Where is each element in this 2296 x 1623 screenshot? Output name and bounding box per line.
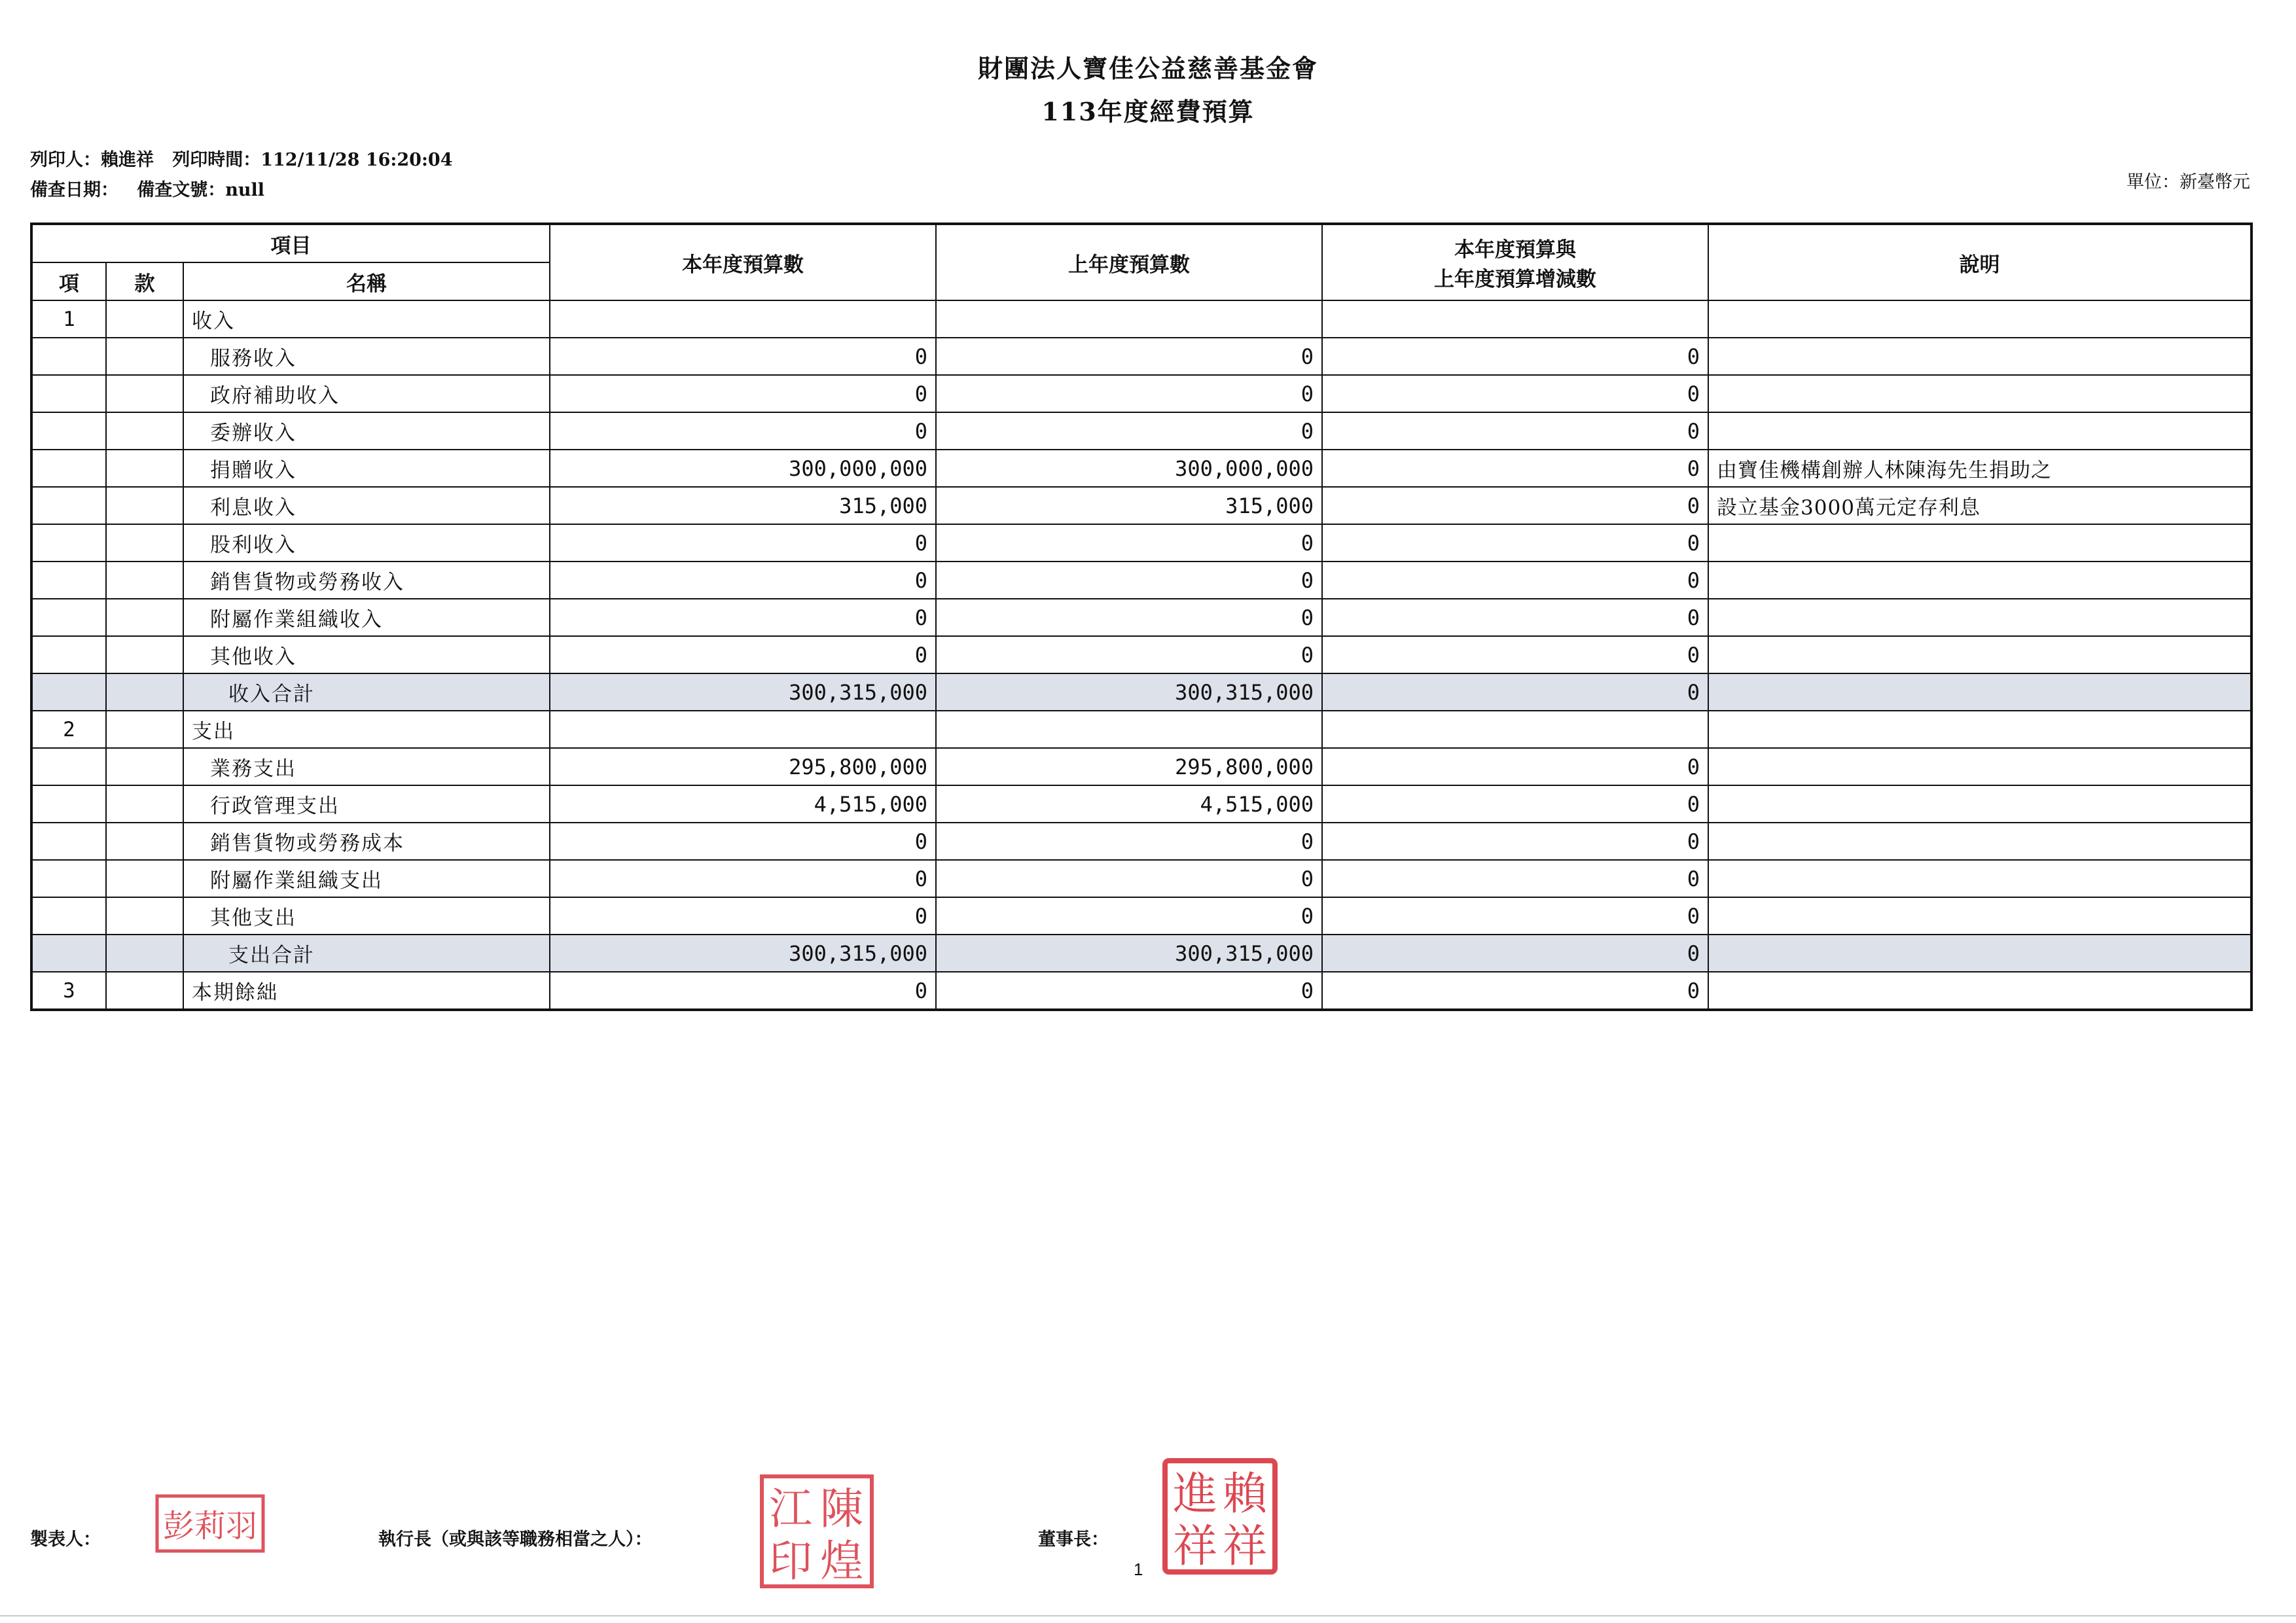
- cell-previous-budget: 0: [936, 897, 1322, 935]
- cell-previous-budget: 4,515,000: [936, 785, 1322, 823]
- table-row: [31, 300, 2251, 338]
- cell-budget-difference: 0: [1322, 673, 1708, 711]
- cell-previous-budget: 0: [936, 375, 1322, 412]
- table-row: [31, 562, 2251, 599]
- cell-kuan: [106, 673, 183, 711]
- cell-kuan: [106, 599, 183, 636]
- cell-note: [1708, 338, 2251, 375]
- document-title: 財團法人寶佳公益慈善基金會: [977, 54, 1318, 83]
- cell-previous-budget: [936, 711, 1322, 748]
- cell-name: 其他收入: [183, 636, 550, 673]
- header-note: 說明: [1708, 224, 2251, 300]
- cell-xiang: [31, 860, 106, 897]
- cell-previous-budget: 0: [936, 412, 1322, 450]
- cell-note: [1708, 636, 2251, 673]
- cell-previous-budget: 300,000,000: [936, 450, 1322, 487]
- svg-text:賴: 賴: [1222, 1469, 1268, 1520]
- table-row: [31, 636, 2251, 673]
- cell-name: 銷售貨物或勞務成本: [183, 823, 550, 860]
- chairman-label: 董事長：: [1038, 1529, 1109, 1550]
- budget-table-body: [31, 300, 2251, 1010]
- cell-name: 支出合計: [183, 935, 550, 972]
- cell-kuan: [106, 562, 183, 599]
- cell-previous-budget: 0: [936, 338, 1322, 375]
- header-budget-difference: 本年度預算與 上年度預算增減數: [1322, 224, 1708, 300]
- cell-note: [1708, 375, 2251, 412]
- filing-info: 備查日期： 備查文號：null: [30, 180, 264, 200]
- print-info: 列印人：賴進祥 列印時間：112/11/28 16:20:04: [30, 150, 453, 170]
- table-row: [31, 972, 2251, 1010]
- cell-xiang: [31, 450, 106, 487]
- cell-budget-difference: 0: [1322, 524, 1708, 562]
- cell-previous-budget: 0: [936, 562, 1322, 599]
- cell-current-budget: 300,000,000: [550, 450, 936, 487]
- cell-name: 委辦收入: [183, 412, 550, 450]
- cell-budget-difference: [1322, 300, 1708, 338]
- cell-current-budget: [550, 300, 936, 338]
- cell-current-budget: 4,515,000: [550, 785, 936, 823]
- svg-text:陳: 陳: [820, 1484, 863, 1534]
- budget-table: [30, 223, 2253, 1011]
- cell-kuan: [106, 636, 183, 673]
- table-row: [31, 785, 2251, 823]
- executive-label: 執行長（或與該等職務相當之人）：: [378, 1529, 653, 1550]
- cell-xiang: 3: [31, 972, 106, 1010]
- table-row: [31, 897, 2251, 935]
- cell-budget-difference: 0: [1322, 785, 1708, 823]
- preparer-label: 製表人：: [30, 1529, 101, 1550]
- cell-current-budget: 0: [550, 562, 936, 599]
- cell-budget-difference: [1322, 711, 1708, 748]
- chairman-seal: [1161, 1457, 1279, 1576]
- cell-current-budget: 0: [550, 823, 936, 860]
- svg-text:祥: 祥: [1172, 1521, 1218, 1573]
- header-kuan: 款: [106, 262, 183, 300]
- cell-name: 銷售貨物或勞務收入: [183, 562, 550, 599]
- cell-xiang: [31, 673, 106, 711]
- cell-previous-budget: 295,800,000: [936, 748, 1322, 785]
- cell-xiang: [31, 562, 106, 599]
- cell-current-budget: 0: [550, 897, 936, 935]
- svg-text:煌: 煌: [820, 1536, 863, 1586]
- table-row: [31, 524, 2251, 562]
- cell-note: 設立基金3000萬元定存利息: [1708, 487, 2251, 524]
- cell-budget-difference: 0: [1322, 338, 1708, 375]
- page-number: 1: [1134, 1560, 1143, 1579]
- filing-number: null: [225, 180, 264, 200]
- table-row: [31, 412, 2251, 450]
- header-xiang: 項: [31, 262, 106, 300]
- table-row: [31, 487, 2251, 524]
- svg-text:進: 進: [1172, 1469, 1218, 1520]
- currency-unit: 單位：新臺幣元: [2126, 172, 2250, 192]
- header-name: 名稱: [183, 262, 550, 300]
- cell-kuan: [106, 338, 183, 375]
- cell-name: 本期餘絀: [183, 972, 550, 1010]
- table-row: [31, 450, 2251, 487]
- cell-budget-difference: 0: [1322, 935, 1708, 972]
- cell-note: [1708, 562, 2251, 599]
- svg-text:印: 印: [769, 1536, 812, 1586]
- cell-kuan: [106, 450, 183, 487]
- cell-xiang: [31, 748, 106, 785]
- cell-name: 收入: [183, 300, 550, 338]
- svg-text:江: 江: [769, 1484, 812, 1534]
- cell-previous-budget: 0: [936, 524, 1322, 562]
- cell-note: [1708, 412, 2251, 450]
- cell-current-budget: [550, 711, 936, 748]
- cell-name: 捐贈收入: [183, 450, 550, 487]
- table-row: [31, 711, 2251, 748]
- cell-note: [1708, 972, 2251, 1010]
- cell-budget-difference: 0: [1322, 748, 1708, 785]
- cell-xiang: 2: [31, 711, 106, 748]
- cell-note: [1708, 599, 2251, 636]
- cell-name: 業務支出: [183, 748, 550, 785]
- cell-xiang: [31, 375, 106, 412]
- cell-note: [1708, 897, 2251, 935]
- cell-budget-difference: 0: [1322, 972, 1708, 1010]
- table-row: [31, 338, 2251, 375]
- header-current-budget: 本年度預算數: [550, 224, 936, 300]
- cell-budget-difference: 0: [1322, 450, 1708, 487]
- cell-previous-budget: 300,315,000: [936, 935, 1322, 972]
- cell-xiang: [31, 785, 106, 823]
- cell-note: [1708, 748, 2251, 785]
- table-row: [31, 599, 2251, 636]
- cell-current-budget: 0: [550, 375, 936, 412]
- cell-current-budget: 300,315,000: [550, 935, 936, 972]
- cell-note: [1708, 711, 2251, 748]
- cell-xiang: [31, 823, 106, 860]
- cell-kuan: [106, 524, 183, 562]
- cell-current-budget: 0: [550, 860, 936, 897]
- cell-previous-budget: 0: [936, 636, 1322, 673]
- cell-kuan: [106, 300, 183, 338]
- cell-note: [1708, 524, 2251, 562]
- cell-note: [1708, 935, 2251, 972]
- cell-name: 附屬作業組織支出: [183, 860, 550, 897]
- cell-budget-difference: 0: [1322, 823, 1708, 860]
- cell-budget-difference: 0: [1322, 562, 1708, 599]
- cell-name: 利息收入: [183, 487, 550, 524]
- cell-current-budget: 295,800,000: [550, 748, 936, 785]
- cell-name: 政府補助收入: [183, 375, 550, 412]
- cell-note: [1708, 823, 2251, 860]
- table-row: [31, 748, 2251, 785]
- header-item-group: 項目: [31, 224, 550, 262]
- cell-name: 支出: [183, 711, 550, 748]
- cell-xiang: [31, 412, 106, 450]
- cell-budget-difference: 0: [1322, 412, 1708, 450]
- cell-current-budget: 300,315,000: [550, 673, 936, 711]
- cell-xiang: [31, 636, 106, 673]
- cell-current-budget: 315,000: [550, 487, 936, 524]
- cell-note: [1708, 785, 2251, 823]
- cell-name: 收入合計: [183, 673, 550, 711]
- cell-note: [1708, 860, 2251, 897]
- cell-kuan: [106, 375, 183, 412]
- cell-budget-difference: 0: [1322, 375, 1708, 412]
- cell-kuan: [106, 487, 183, 524]
- cell-kuan: [106, 711, 183, 748]
- svg-text:彭莉羽: 彭莉羽: [162, 1508, 258, 1544]
- cell-note: 由寶佳機構創辦人林陳海先生捐助之: [1708, 450, 2251, 487]
- cell-current-budget: 0: [550, 636, 936, 673]
- table-total-row: [31, 935, 2251, 972]
- cell-note: [1708, 673, 2251, 711]
- table-row: [31, 823, 2251, 860]
- cell-current-budget: 0: [550, 412, 936, 450]
- print-time: 112/11/28 16:20:04: [260, 150, 453, 170]
- document-subtitle: 113年度經費預算: [1041, 97, 1255, 126]
- table-row: [31, 860, 2251, 897]
- cell-budget-difference: 0: [1322, 860, 1708, 897]
- table-row: [31, 375, 2251, 412]
- cell-name: 行政管理支出: [183, 785, 550, 823]
- cell-name: 股利收入: [183, 524, 550, 562]
- cell-name: 附屬作業組織收入: [183, 599, 550, 636]
- cell-current-budget: 0: [550, 338, 936, 375]
- cell-previous-budget: 300,315,000: [936, 673, 1322, 711]
- cell-kuan: [106, 972, 183, 1010]
- cell-note: [1708, 300, 2251, 338]
- cell-current-budget: 0: [550, 972, 936, 1010]
- cell-budget-difference: 0: [1322, 897, 1708, 935]
- cell-xiang: [31, 599, 106, 636]
- cell-xiang: [31, 524, 106, 562]
- cell-kuan: [106, 748, 183, 785]
- cell-previous-budget: 0: [936, 860, 1322, 897]
- executive-seal: [758, 1472, 876, 1590]
- cell-kuan: [106, 935, 183, 972]
- cell-kuan: [106, 860, 183, 897]
- cell-previous-budget: 315,000: [936, 487, 1322, 524]
- cell-previous-budget: [936, 300, 1322, 338]
- cell-xiang: [31, 897, 106, 935]
- cell-xiang: [31, 935, 106, 972]
- preparer-seal: [154, 1493, 266, 1554]
- cell-kuan: [106, 785, 183, 823]
- cell-current-budget: 0: [550, 599, 936, 636]
- cell-previous-budget: 0: [936, 823, 1322, 860]
- page-bottom-edge: [0, 1615, 2296, 1616]
- cell-kuan: [106, 412, 183, 450]
- cell-previous-budget: 0: [936, 599, 1322, 636]
- cell-xiang: [31, 487, 106, 524]
- cell-budget-difference: 0: [1322, 599, 1708, 636]
- cell-budget-difference: 0: [1322, 487, 1708, 524]
- cell-budget-difference: 0: [1322, 636, 1708, 673]
- table-total-row: [31, 673, 2251, 711]
- cell-name: 其他支出: [183, 897, 550, 935]
- cell-kuan: [106, 897, 183, 935]
- printer-name: 賴進祥: [101, 150, 154, 170]
- cell-xiang: [31, 338, 106, 375]
- cell-current-budget: 0: [550, 524, 936, 562]
- header-previous-budget: 上年度預算數: [936, 224, 1322, 300]
- svg-text:祥: 祥: [1222, 1521, 1268, 1573]
- cell-xiang: 1: [31, 300, 106, 338]
- cell-name: 服務收入: [183, 338, 550, 375]
- cell-kuan: [106, 823, 183, 860]
- cell-previous-budget: 0: [936, 972, 1322, 1010]
